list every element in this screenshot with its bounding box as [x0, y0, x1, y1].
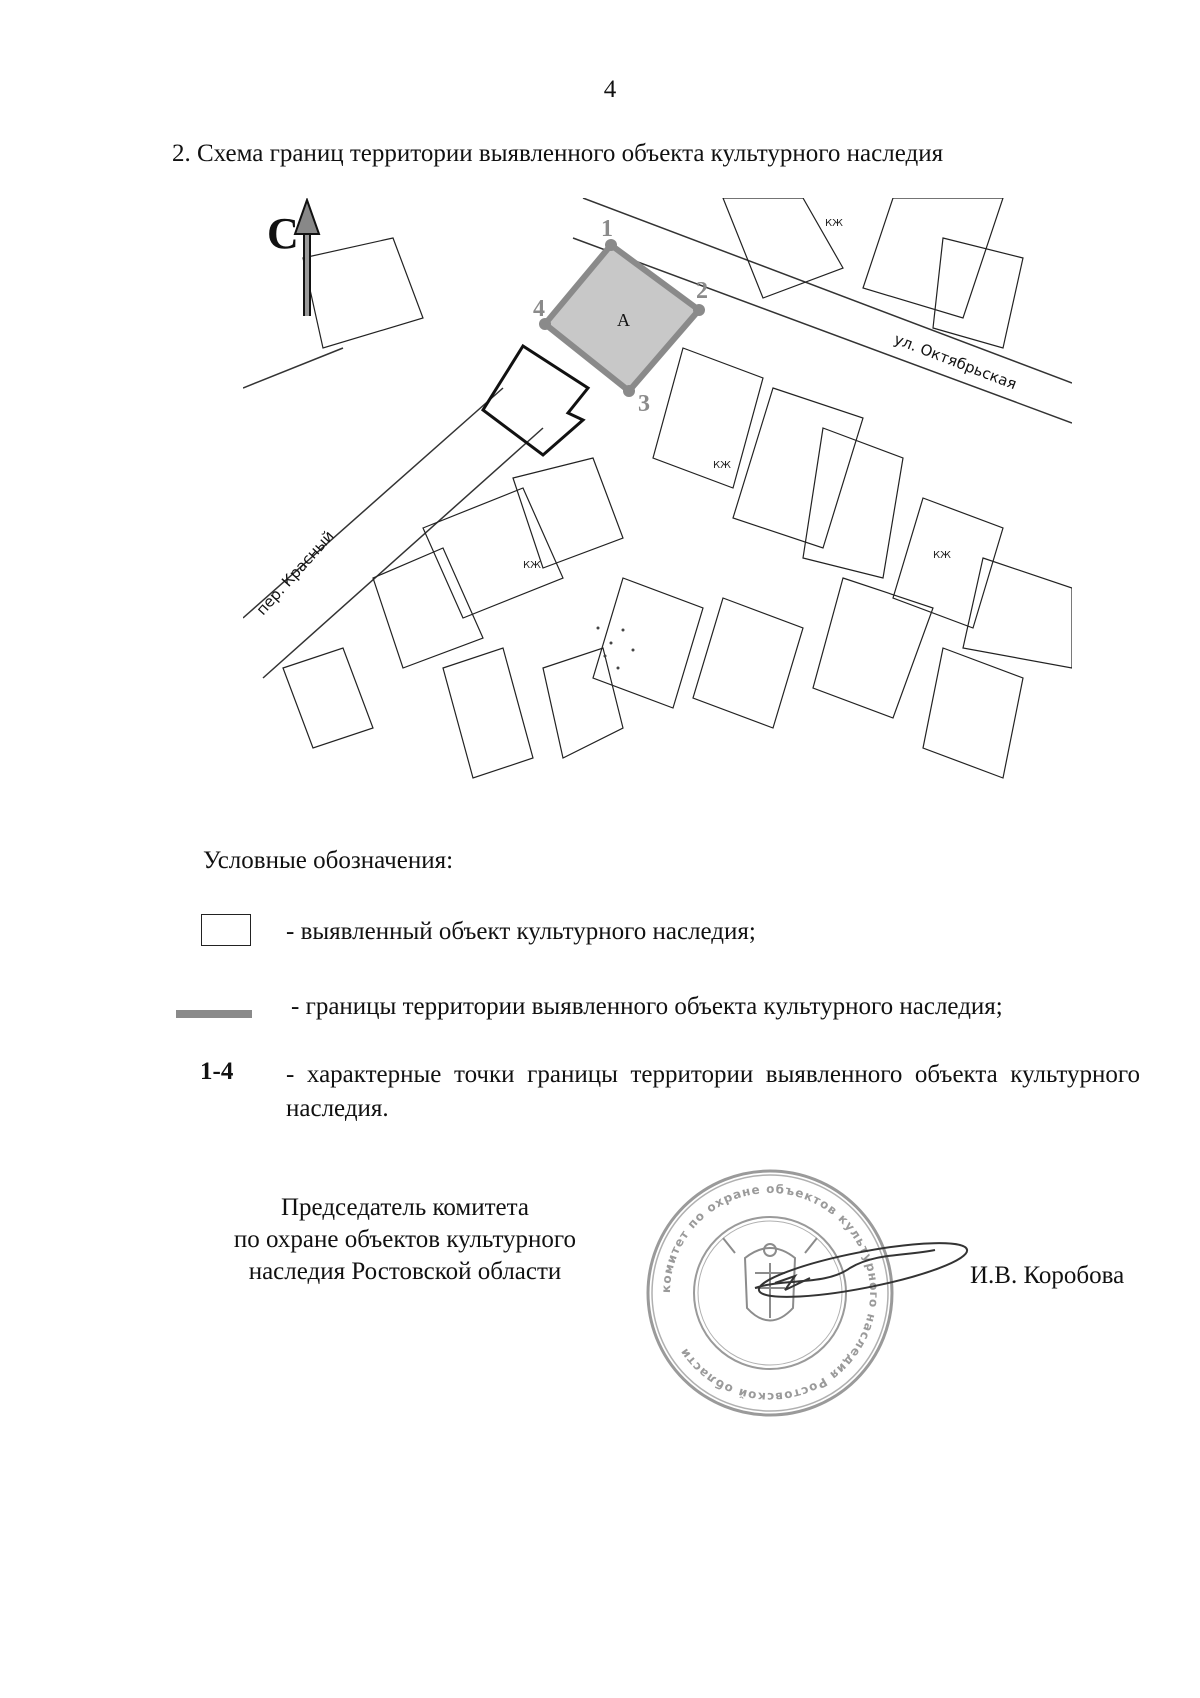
- signer-name: И.В. Коробова: [970, 1262, 1125, 1289]
- signer-position-line: наследия Ростовской области: [248, 1258, 562, 1285]
- document-heading: 2. Схема границ территории выявленного объекта культурного наследия: [172, 140, 944, 167]
- legend-item-object: - выявленный объект культурного наследия;: [286, 918, 756, 945]
- legend-item-boundary: - границы территории выявленного объекта культурного наследия;: [291, 993, 1003, 1020]
- legend-title: Условные обозначения:: [203, 847, 454, 874]
- north-label: С: [267, 209, 299, 258]
- seal-text: комитет по охране объектов культурного наследия Ростовской области: [658, 1181, 882, 1405]
- legend-symbol-points: 1-4: [200, 1058, 234, 1085]
- building-label: КЖ: [825, 218, 843, 229]
- point-label-1: 1: [601, 216, 613, 242]
- boundary-point: [693, 304, 705, 316]
- street-label-krasny: пер. Красный: [252, 527, 338, 619]
- point-label-2: 2: [696, 278, 708, 304]
- legend-symbol-line: [176, 1010, 252, 1018]
- cadastral-map: [243, 198, 1072, 810]
- legend-item-points: - характерные точки границы территории выявленного объекта культурного наследия.: [286, 1061, 1140, 1122]
- signer-position-line: Председатель комитета: [281, 1194, 529, 1221]
- point-label-4: 4: [533, 296, 545, 322]
- object-label: А: [617, 310, 630, 330]
- point-label-3: 3: [638, 391, 650, 417]
- signer-position: [190, 1192, 620, 1288]
- signer-position-line: по охране объектов культурного: [233, 1226, 577, 1253]
- street-label-oktyabrskaya: ул. Октябрьская: [891, 329, 1020, 394]
- building-label: КЖ: [713, 460, 731, 471]
- boundary-point: [623, 385, 635, 397]
- page-number: 4: [603, 76, 617, 103]
- official-seal-and-signature: [635, 1158, 985, 1428]
- building-label: КЖ: [523, 560, 541, 571]
- legend-symbol-box: [201, 914, 251, 946]
- building-label: КЖ: [933, 550, 951, 561]
